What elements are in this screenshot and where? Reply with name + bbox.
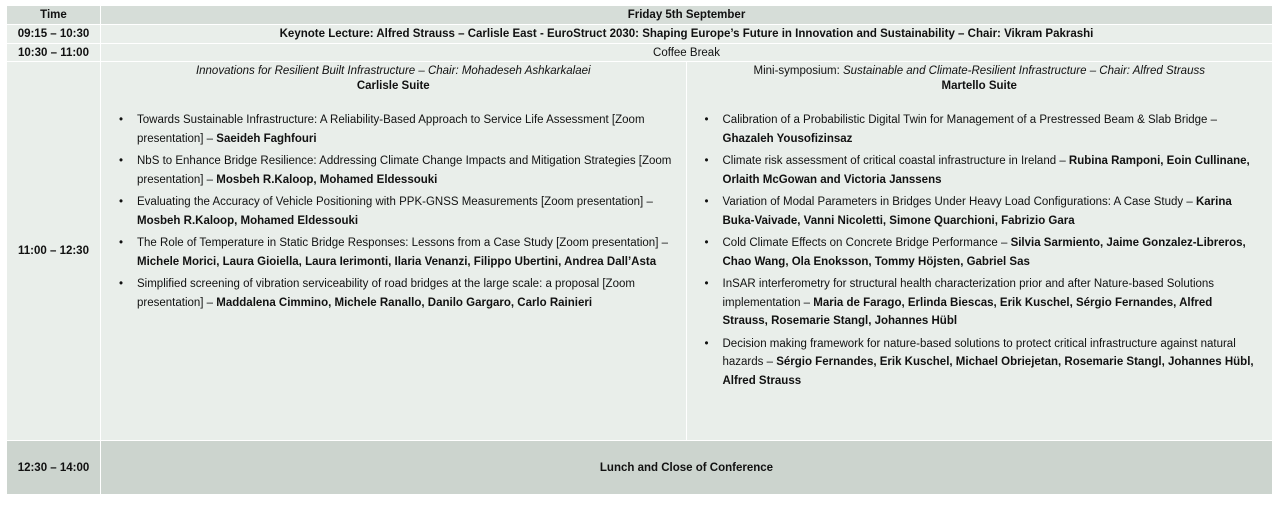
coffee-row [7,44,1273,62]
left-session [101,62,687,440]
presentation-authors: Mosbeh R.Kaloop, Mohamed Eldessouki [216,173,438,186]
right-room: Martello Suite [941,80,1017,92]
presentation-authors: Rubina Ramponi, Eoin Cullinane, Orlaith McGowan and Victoria Janssens [722,155,1250,186]
presentation-authors: Maddalena Cimmino, Michele Ranallo, Danilo Gargaro, Carlo Rainieri [216,296,593,309]
presentation-authors: Karina Buka-Vaivade, Vanni Nicoletti, Simone Quarchioni, Fabrizio Gara [722,196,1232,227]
header-row [7,6,1273,25]
presentation-authors: Maria de Farago, Erlinda Biescas, Erik Kuschel, Sérgio Fernandes, Alfred Strauss, Rosemarie Stangl, Johannes Hübl [722,296,1213,327]
lunch-row [7,441,1273,495]
presentation-title: InSAR interferometry for structural health characterization prior and after Nature-based Solutions implementation – [722,278,1215,309]
session-cell [101,62,1273,441]
left-session-title: Innovations for Resilient Built Infrastructure – Chair: Mohadeseh Ashkarkalaei [195,65,591,77]
right-session-prefix: Mini-symposium: [753,65,843,77]
presentation-item [687,275,1273,331]
presentation-title: Calibration of a Probabilistic Digital Twin for Management of a Prestressed Beam & Slab Bridge – [722,114,1218,126]
right-presentations [687,111,1273,390]
presentation-title: Towards Sustainable Infrastructure: A Reliability-Based Approach to Service Life Assessment [Zoom presentation] – [137,114,645,145]
presentation-title: Cold Climate Effects on Concrete Bridge Performance – [722,237,1011,249]
presentation-authors: Sérgio Fernandes, Erik Kuschel, Michael Obriejetan, Rosemarie Stangl, Johannes Hübl, Alfred Strauss [722,356,1254,387]
keynote-text: Keynote Lecture: Alfred Strauss – Carlisle East - EuroStruct 2030: Shaping Europe’s Future in Innovation and Sustainability – Chair: Vikram Pakrashi [101,25,1273,44]
presentation-item [687,335,1273,391]
keynote-time: 09:15 – 10:30 [7,25,101,44]
presentation-title: Decision making framework for nature-based solutions to protect critical infrastructure against natural hazards – [722,337,1236,368]
coffee-text: Coffee Break [101,44,1273,62]
presentation-authors: Mosbeh R.Kaloop, Mohamed Eldessouki [137,214,359,227]
presentation-authors: Ghazaleh Yousofizinsaz [722,132,853,145]
presentation-title: Simplified screening of vibration serviceability of road bridges at the large scale: a proposal [Zoom presentation] – [137,278,635,309]
coffee-time: 10:30 – 11:00 [7,44,101,62]
session-time: 11:00 – 12:30 [7,62,101,441]
presentation-authors: Michele Morici, Laura Gioiella, Laura Ierimonti, Ilaria Venanzi, Filippo Ubertini, Andrea Dall’Asta [137,255,657,268]
presentation-item [101,152,686,189]
left-presentations [101,111,686,312]
time-header: Time [7,6,101,25]
presentation-title: Variation of Modal Parameters in Bridges Under Heavy Load Configurations: A Case Study – [722,196,1196,208]
presentation-item [687,152,1273,189]
presentation-item [687,234,1273,271]
lunch-time: 12:30 – 14:00 [7,441,101,495]
presentation-title: The Role of Temperature in Static Bridge Responses: Lessons from a Case Study [Zoom presentation] – [137,237,668,249]
right-session-title [687,62,1273,77]
right-session [687,62,1273,440]
presentation-title: Climate risk assessment of critical coastal infrastructure in Ireland – [722,155,1069,167]
presentation-item [101,193,686,230]
presentation-item [687,193,1273,230]
presentation-item [687,111,1273,148]
day-header: Friday 5th September [101,6,1273,25]
presentation-title: Evaluating the Accuracy of Vehicle Positioning with PPK-GNSS Measurements [Zoom presentation] – [137,196,653,208]
session-row [7,62,1273,441]
presentation-title: NbS to Enhance Bridge Resilience: Addressing Climate Change Impacts and Mitigation Strategies [Zoom presentation] – [137,155,672,186]
right-session-name: Sustainable and Climate-Resilient Infrastructure – Chair: Alfred Strauss [842,65,1205,77]
presentation-item [101,111,686,148]
presentation-authors: Silvia Sarmiento, Jaime Gonzalez-Libreros, Chao Wang, Ola Enoksson, Tommy Höjsten, Gabriel Sas [722,237,1246,268]
keynote-row [7,25,1273,44]
presentation-item [101,234,686,271]
presentation-authors: Saeideh Faghfouri [216,132,317,145]
left-room: Carlisle Suite [356,80,430,92]
lunch-text: Lunch and Close of Conference [101,441,1273,495]
presentation-item [101,275,686,312]
